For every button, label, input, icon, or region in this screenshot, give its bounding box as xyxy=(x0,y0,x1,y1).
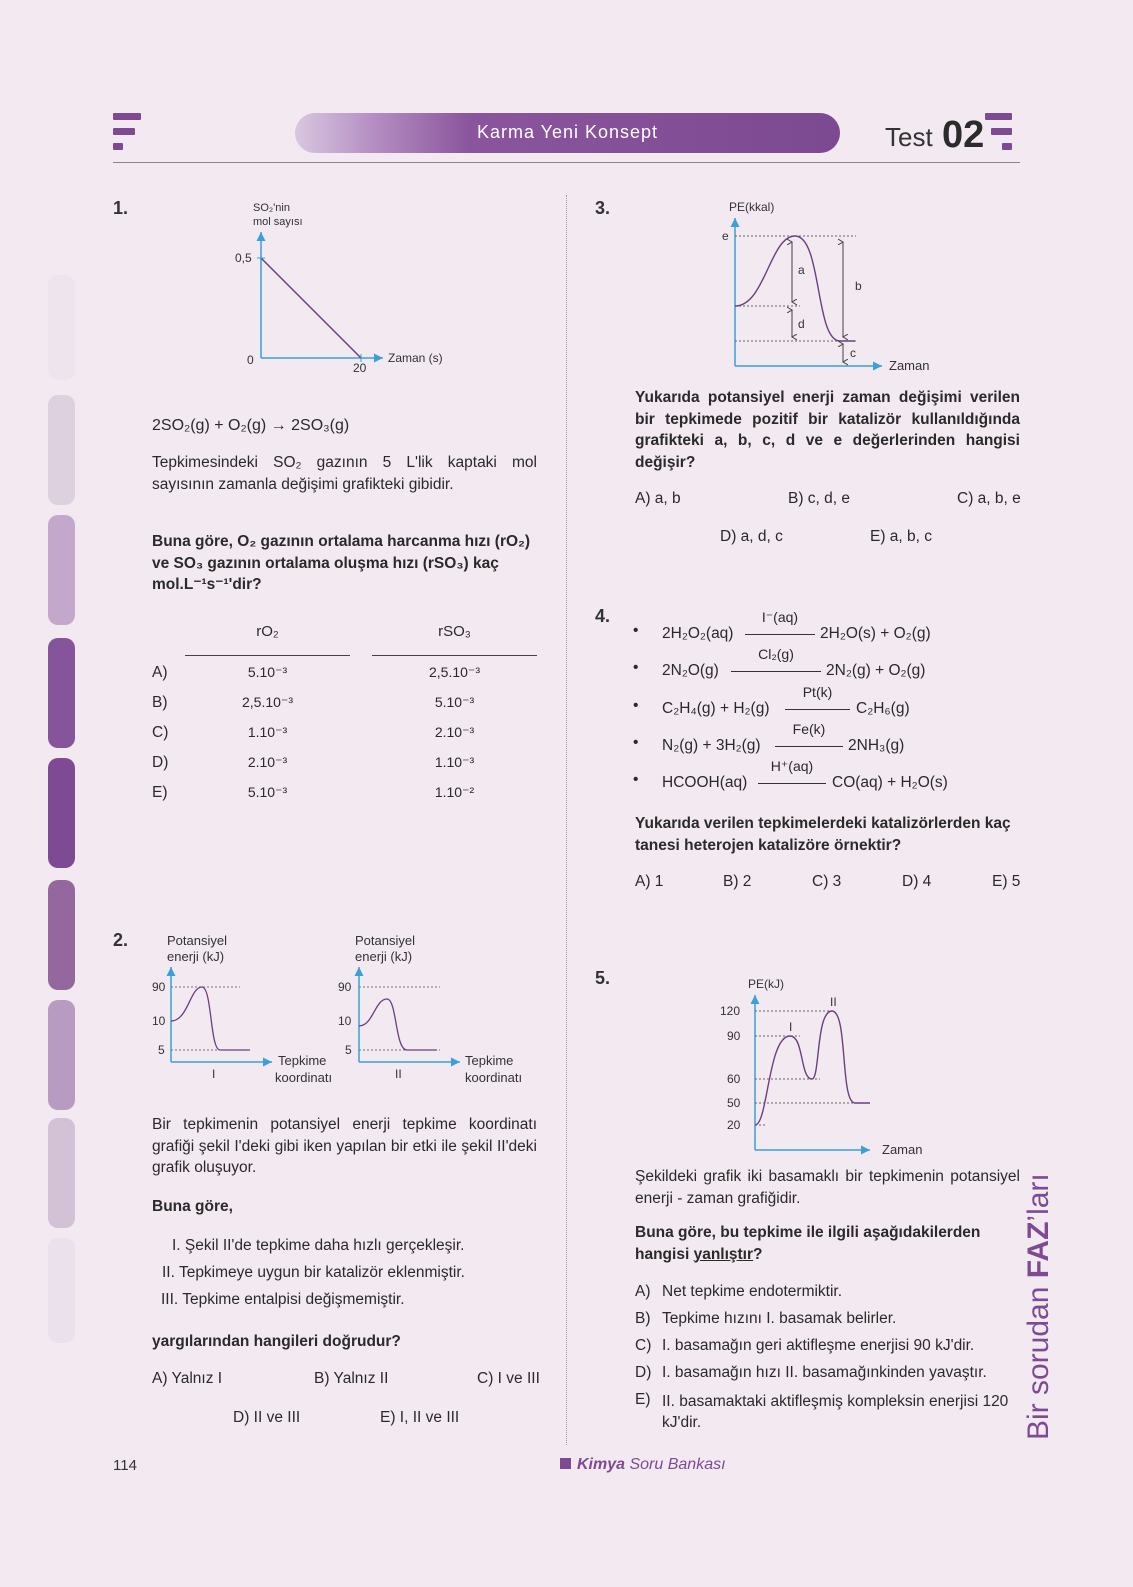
q4-bullet-5: • xyxy=(633,771,639,788)
q5-step1-label: I xyxy=(789,1020,793,1034)
q1-graph xyxy=(225,198,465,378)
q4-option-c[interactable]: C) 3 xyxy=(812,873,842,890)
q4-option-e[interactable]: E) 5 xyxy=(992,873,1021,890)
side-tab-8 xyxy=(48,1118,75,1228)
footer-brand-rest: Soru Bankası xyxy=(625,1456,726,1473)
q5-y20: 20 xyxy=(727,1118,741,1132)
q2-g2-xlabel-1: Tepkime xyxy=(465,1053,514,1068)
q2-option-e[interactable]: E) I, II ve III xyxy=(380,1409,460,1426)
q4-option-a[interactable]: A) 1 xyxy=(635,873,664,890)
q1-xlabel: Zaman (s) xyxy=(388,351,443,365)
q1-option-d-val2: 1.10⁻³ xyxy=(434,754,475,770)
q1-col2-header: rSO₃ xyxy=(438,623,471,640)
q3-ylabel: PE(kkal) xyxy=(729,200,775,214)
q4-r5-cat: H⁺(aq) xyxy=(770,758,814,774)
q5-option-e-text: II. basamaktaki aktifleşmiş kompleksin enerjisi 120 kJ'dir. xyxy=(662,1393,1009,1431)
q3-b: b xyxy=(855,279,862,293)
q2-text: Bir tepkimenin potansiyel enerji tepkime koordinatı grafiği şekil I'deki gibi iken yapılan bir etki ile şekil II'deki grafik oluşuyor. xyxy=(152,1116,537,1176)
q2-g2-label: II xyxy=(395,1067,402,1081)
q1-option-e-label: E) xyxy=(152,784,168,801)
q4-r5-left: HCOOH(aq) xyxy=(662,774,748,791)
q5-number: 5. xyxy=(595,968,611,988)
q4-bullet-1: • xyxy=(633,622,639,639)
q4-bullet-4: • xyxy=(633,734,639,751)
q5-xlabel: Zaman xyxy=(882,1142,923,1155)
q5-question-post: ? xyxy=(753,1245,763,1263)
q1-origin: 0 xyxy=(247,353,254,367)
sidebar-slogan xyxy=(1022,1173,1056,1440)
q2-option-c[interactable]: C) I ve III xyxy=(477,1370,540,1387)
q5-option-b-text: Tepkime hızını I. basamak belirler. xyxy=(662,1310,897,1327)
column-divider xyxy=(566,195,568,1445)
q1-text: Tepkimesindeki SO₂ gazının 5 L'lik kaptaki mol sayısının zamanla değişimi grafikteki gibidir. xyxy=(152,454,537,493)
header-divider xyxy=(113,162,1020,163)
q5-option-c-text: I. basamağın geri aktifleşme enerjisi 90 kJ'dir. xyxy=(662,1337,975,1354)
q1-option-b-label: B) xyxy=(152,694,168,711)
q4-r2-left: 2N₂O(g) xyxy=(662,662,719,679)
q4-r4-cat: Fe(k) xyxy=(792,721,826,737)
q3-graph xyxy=(710,198,950,378)
q1-option-a-val2: 2,5.10⁻³ xyxy=(429,664,480,680)
footer-brand xyxy=(560,1456,726,1474)
q4-r4-right: 2NH₃(g) xyxy=(848,737,905,754)
q3-option-b[interactable]: B) c, d, e xyxy=(788,490,851,507)
q5-question-emph: yanlıştır xyxy=(693,1245,754,1263)
q1-ylabel-1: SO₂'nin xyxy=(253,202,290,214)
q5-option-e-label: E) xyxy=(635,1391,651,1408)
q3-e: e xyxy=(722,229,729,243)
q1-option-c-val2: 2.10⁻³ xyxy=(434,724,475,740)
q2-statement-3: III. Tepkime entalpisi değişmemiştir. xyxy=(161,1291,405,1308)
sidebar-prefix: Bir sorudan xyxy=(1022,1278,1055,1440)
q2-question: yargılarından hangileri doğrudur? xyxy=(152,1333,401,1350)
q1-option-b-val2: 5.10⁻³ xyxy=(434,694,475,710)
q5-y50: 50 xyxy=(727,1096,741,1110)
q2-g2-ylabel-1: Potansiyel xyxy=(355,935,415,948)
q5-option-b-label: B) xyxy=(635,1310,651,1327)
q4-r3-left: C₂H₄(g) + H₂(g) xyxy=(662,700,770,717)
q1-option-c-label: C) xyxy=(152,724,169,741)
q2-g1-xlabel-1: Tepkime xyxy=(278,1053,327,1068)
q5-text: Şekildeki grafik iki basamaklı bir tepkimenin potansiyel enerji - zaman grafiğidir. xyxy=(635,1168,1020,1207)
q2-number: 2. xyxy=(113,930,129,950)
q5-option-c-label: C) xyxy=(635,1337,652,1354)
q2-g1-xlabel-2: koordinatı xyxy=(275,1070,333,1085)
test-number: 02 xyxy=(942,114,985,156)
q4-r1-arrow xyxy=(745,634,815,635)
q1-col2-rule xyxy=(372,655,537,656)
q5-graph xyxy=(720,975,960,1155)
q1-col1-header: rO₂ xyxy=(256,623,279,640)
q1-option-e-val1: 5.10⁻³ xyxy=(247,784,288,800)
q1-option-a-label: A) xyxy=(152,664,168,681)
sidebar-brand: FAZ xyxy=(1022,1221,1055,1279)
q4-question: Yukarıda verilen tepkimelerdeki katalizörlerden kaç tanesi heterojen katalizöre örnektir? xyxy=(635,815,1011,854)
page-number: 114 xyxy=(113,1457,137,1474)
q4-r1-left: 2H₂O₂(aq) xyxy=(662,625,734,642)
q4-r2-cat: Cl₂(g) xyxy=(758,646,794,662)
q2-g1-ylabel-1: Potansiyel xyxy=(167,935,227,948)
q3-question: Yukarıda potansiyel enerji zaman değişimi verilen bir tepkimede pozitif bir katalizör kullanıldığında grafikteki a, b, c, d ve e değerlerinden hangisi değişir? xyxy=(635,389,1020,471)
q1-option-b-val1: 2,5.10⁻³ xyxy=(242,694,293,710)
q1-col1-rule xyxy=(185,655,350,656)
side-tab-2 xyxy=(48,395,75,505)
q4-r2-arrow xyxy=(731,671,821,672)
q2-statement-1: I. Şekil II'de tepkime daha hızlı gerçekleşir. xyxy=(172,1237,465,1254)
q4-r1-cat: I⁻(aq) xyxy=(761,609,799,625)
q3-option-d[interactable]: D) a, d, c xyxy=(720,528,783,545)
q2-g2-y90: 90 xyxy=(338,980,352,994)
q2-option-a[interactable]: A) Yalnız I xyxy=(152,1370,223,1387)
header-title: Karma Yeni Konsept xyxy=(476,122,659,142)
side-tab-9 xyxy=(48,1238,75,1343)
q1-option-d-label: D) xyxy=(152,754,169,771)
side-tab-4 xyxy=(48,638,75,748)
q5-question-pre: Buna göre, bu tepkime ile ilgili aşağıdakilerden hangisi xyxy=(635,1224,981,1263)
q3-d: d xyxy=(798,317,805,331)
q4-r3-arrow xyxy=(785,709,850,710)
q2-g2-ylabel-2: enerji (kJ) xyxy=(355,949,413,964)
q4-r3-cat: Pt(k) xyxy=(802,684,833,700)
q2-lead: Buna göre, xyxy=(152,1198,233,1215)
q1-option-e-val2: 1.10⁻² xyxy=(434,784,475,800)
q1-x-value: 20 xyxy=(353,361,367,375)
q5-question xyxy=(635,1222,1020,1265)
header-banner xyxy=(295,113,840,153)
q2-g1-ylabel-2: enerji (kJ) xyxy=(167,949,225,964)
q5-y90: 90 xyxy=(727,1029,741,1043)
q3-option-e[interactable]: E) a, b, c xyxy=(870,528,933,545)
q2-g1-y10: 10 xyxy=(152,1014,166,1028)
side-tab-7 xyxy=(48,1000,75,1110)
q2-graph-1 xyxy=(150,935,335,1095)
q3-xlabel: Zaman xyxy=(889,358,930,373)
q4-r5-right: CO(aq) + H₂O(s) xyxy=(832,774,948,791)
q4-option-d[interactable]: D) 4 xyxy=(902,873,932,890)
q5-option-d-text: I. basamağın hızı II. basamağınkinden yavaştır. xyxy=(662,1364,987,1381)
q4-r5-arrow xyxy=(758,783,826,784)
side-tab-1 xyxy=(48,275,75,380)
q2-g2-y10: 10 xyxy=(338,1014,352,1028)
sidebar-suffix: ’ları xyxy=(1022,1173,1055,1222)
q4-r2-right: 2N₂(g) + O₂(g) xyxy=(826,662,926,679)
q2-option-d[interactable]: D) II ve III xyxy=(233,1409,301,1426)
q5-option-a-text: Net tepkime endotermiktir. xyxy=(662,1283,843,1300)
q1-ylabel-2: mol sayısı xyxy=(253,216,303,228)
q5-y60: 60 xyxy=(727,1072,741,1086)
side-tab-6 xyxy=(48,880,75,990)
q5-ylabel: PE(kJ) xyxy=(748,977,784,991)
q1-option-d-val1: 2.10⁻³ xyxy=(247,754,288,770)
q3-option-c[interactable]: C) a, b, e xyxy=(957,490,1021,507)
q5-option-d-label: D) xyxy=(635,1364,652,1381)
q2-g2-y5: 5 xyxy=(345,1043,352,1057)
q5-y120: 120 xyxy=(720,1004,741,1018)
q4-number: 4. xyxy=(595,606,611,626)
q5-option-a-label: A) xyxy=(635,1283,651,1300)
side-tab-3 xyxy=(48,515,75,625)
q5-step2-label: II xyxy=(830,995,837,1009)
q1-question: Buna göre, O₂ gazının ortalama harcanma hızı (rO₂) ve SO₃ gazının ortalama oluşma hızı (rSO₃) kaç mol.L⁻¹s⁻¹'dir? xyxy=(152,533,531,593)
test-label: Test xyxy=(885,122,933,152)
q3-c: c xyxy=(850,346,856,360)
q1-y-value: 0,5 xyxy=(235,251,252,265)
q3-a: a xyxy=(798,263,805,277)
q1-option-a-val1: 5.10⁻³ xyxy=(247,664,288,680)
q4-r4-arrow xyxy=(775,746,843,747)
q1-reaction: 2SO₂(g) + O₂(g) → 2SO₃(g) xyxy=(152,417,350,434)
footer-square-icon xyxy=(560,1458,571,1469)
footer-brand-bold: Kimya xyxy=(577,1456,626,1473)
q2-g1-label: I xyxy=(212,1067,216,1081)
q2-graph-2 xyxy=(335,935,535,1095)
q2-g1-y5: 5 xyxy=(158,1043,165,1057)
q3-option-a[interactable]: A) a, b xyxy=(635,490,681,507)
q2-g2-xlabel-2: koordinatı xyxy=(465,1070,523,1085)
q4-bullet-2: • xyxy=(633,659,639,676)
q4-r4-left: N₂(g) + 3H₂(g) xyxy=(662,737,761,754)
q2-g1-y90: 90 xyxy=(152,980,166,994)
q1-option-c-val1: 1.10⁻³ xyxy=(247,724,288,740)
q4-option-b[interactable]: B) 2 xyxy=(723,873,752,890)
q4-r1-right: 2H₂O(s) + O₂(g) xyxy=(820,625,931,642)
q2-statement-2: II. Tepkimeye uygun bir katalizör eklenmiştir. xyxy=(162,1264,465,1281)
q3-number: 3. xyxy=(595,198,611,218)
q4-r3-right: C₂H₆(g) xyxy=(856,700,910,717)
q4-bullet-3: • xyxy=(633,697,639,714)
q1-number: 1. xyxy=(113,198,129,218)
q2-option-b[interactable]: B) Yalnız II xyxy=(314,1370,389,1387)
q1-line xyxy=(261,258,361,358)
side-tab-5 xyxy=(48,758,75,868)
